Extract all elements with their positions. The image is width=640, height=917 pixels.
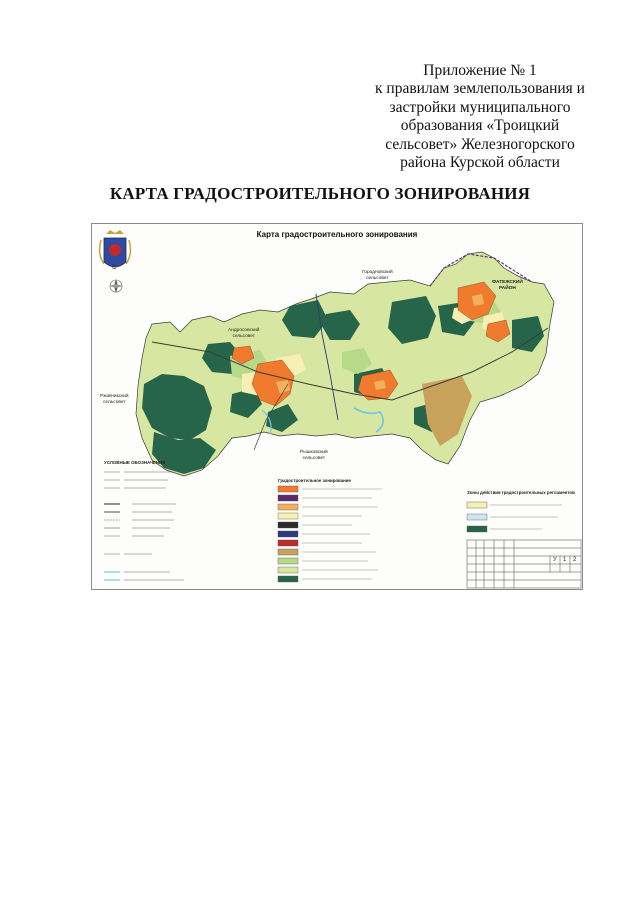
zoning-legend-title: Градостроительное зонирование <box>278 478 351 483</box>
appendix-line: застройки муниципального <box>389 98 571 116</box>
appendix-line: Приложение № 1 <box>423 62 537 79</box>
title-block <box>467 540 581 588</box>
place-label: Рышковский сельсовет <box>300 450 328 461</box>
place-label: Ржавчикский сельсовет <box>100 394 129 405</box>
special-zones-title: Зоны действия градостроительных регламентов <box>467 490 575 495</box>
appendix-line: района Курской области <box>400 154 560 172</box>
appendix-caption <box>356 62 604 172</box>
place-label: Андросовский сельсовет <box>228 328 260 339</box>
legend-title: УСЛОВНЫЕ ОБОЗНАЧЕНИЯ <box>104 460 166 465</box>
compass-icon <box>109 279 123 293</box>
north-label: С <box>112 265 117 271</box>
map-sheet-title: Карта градостроительного зонирования <box>256 230 418 239</box>
appendix-line: образования «Троицкий <box>400 117 560 135</box>
stamp-sheet: У <box>553 557 557 563</box>
place-label: Городновский сельсовет <box>362 270 393 281</box>
zoning-map-sheet <box>91 223 583 590</box>
stamp-page: 1 <box>563 557 567 563</box>
appendix-line: к правилам землепользования и <box>375 80 585 98</box>
zoning-map-graphic <box>92 224 582 589</box>
zoning-legend-swatches <box>278 486 298 582</box>
stamp-pages: 2 <box>573 557 577 563</box>
appendix-line: сельсовет» Железногорского <box>385 135 575 153</box>
special-zones-legend <box>467 502 562 532</box>
place-label: ФАТЕЖСКИЙ РАЙОН <box>492 280 523 291</box>
page-title: КАРТА ГРАДОСТРОИТЕЛЬНОГО ЗОНИРОВАНИЯ <box>109 184 531 203</box>
